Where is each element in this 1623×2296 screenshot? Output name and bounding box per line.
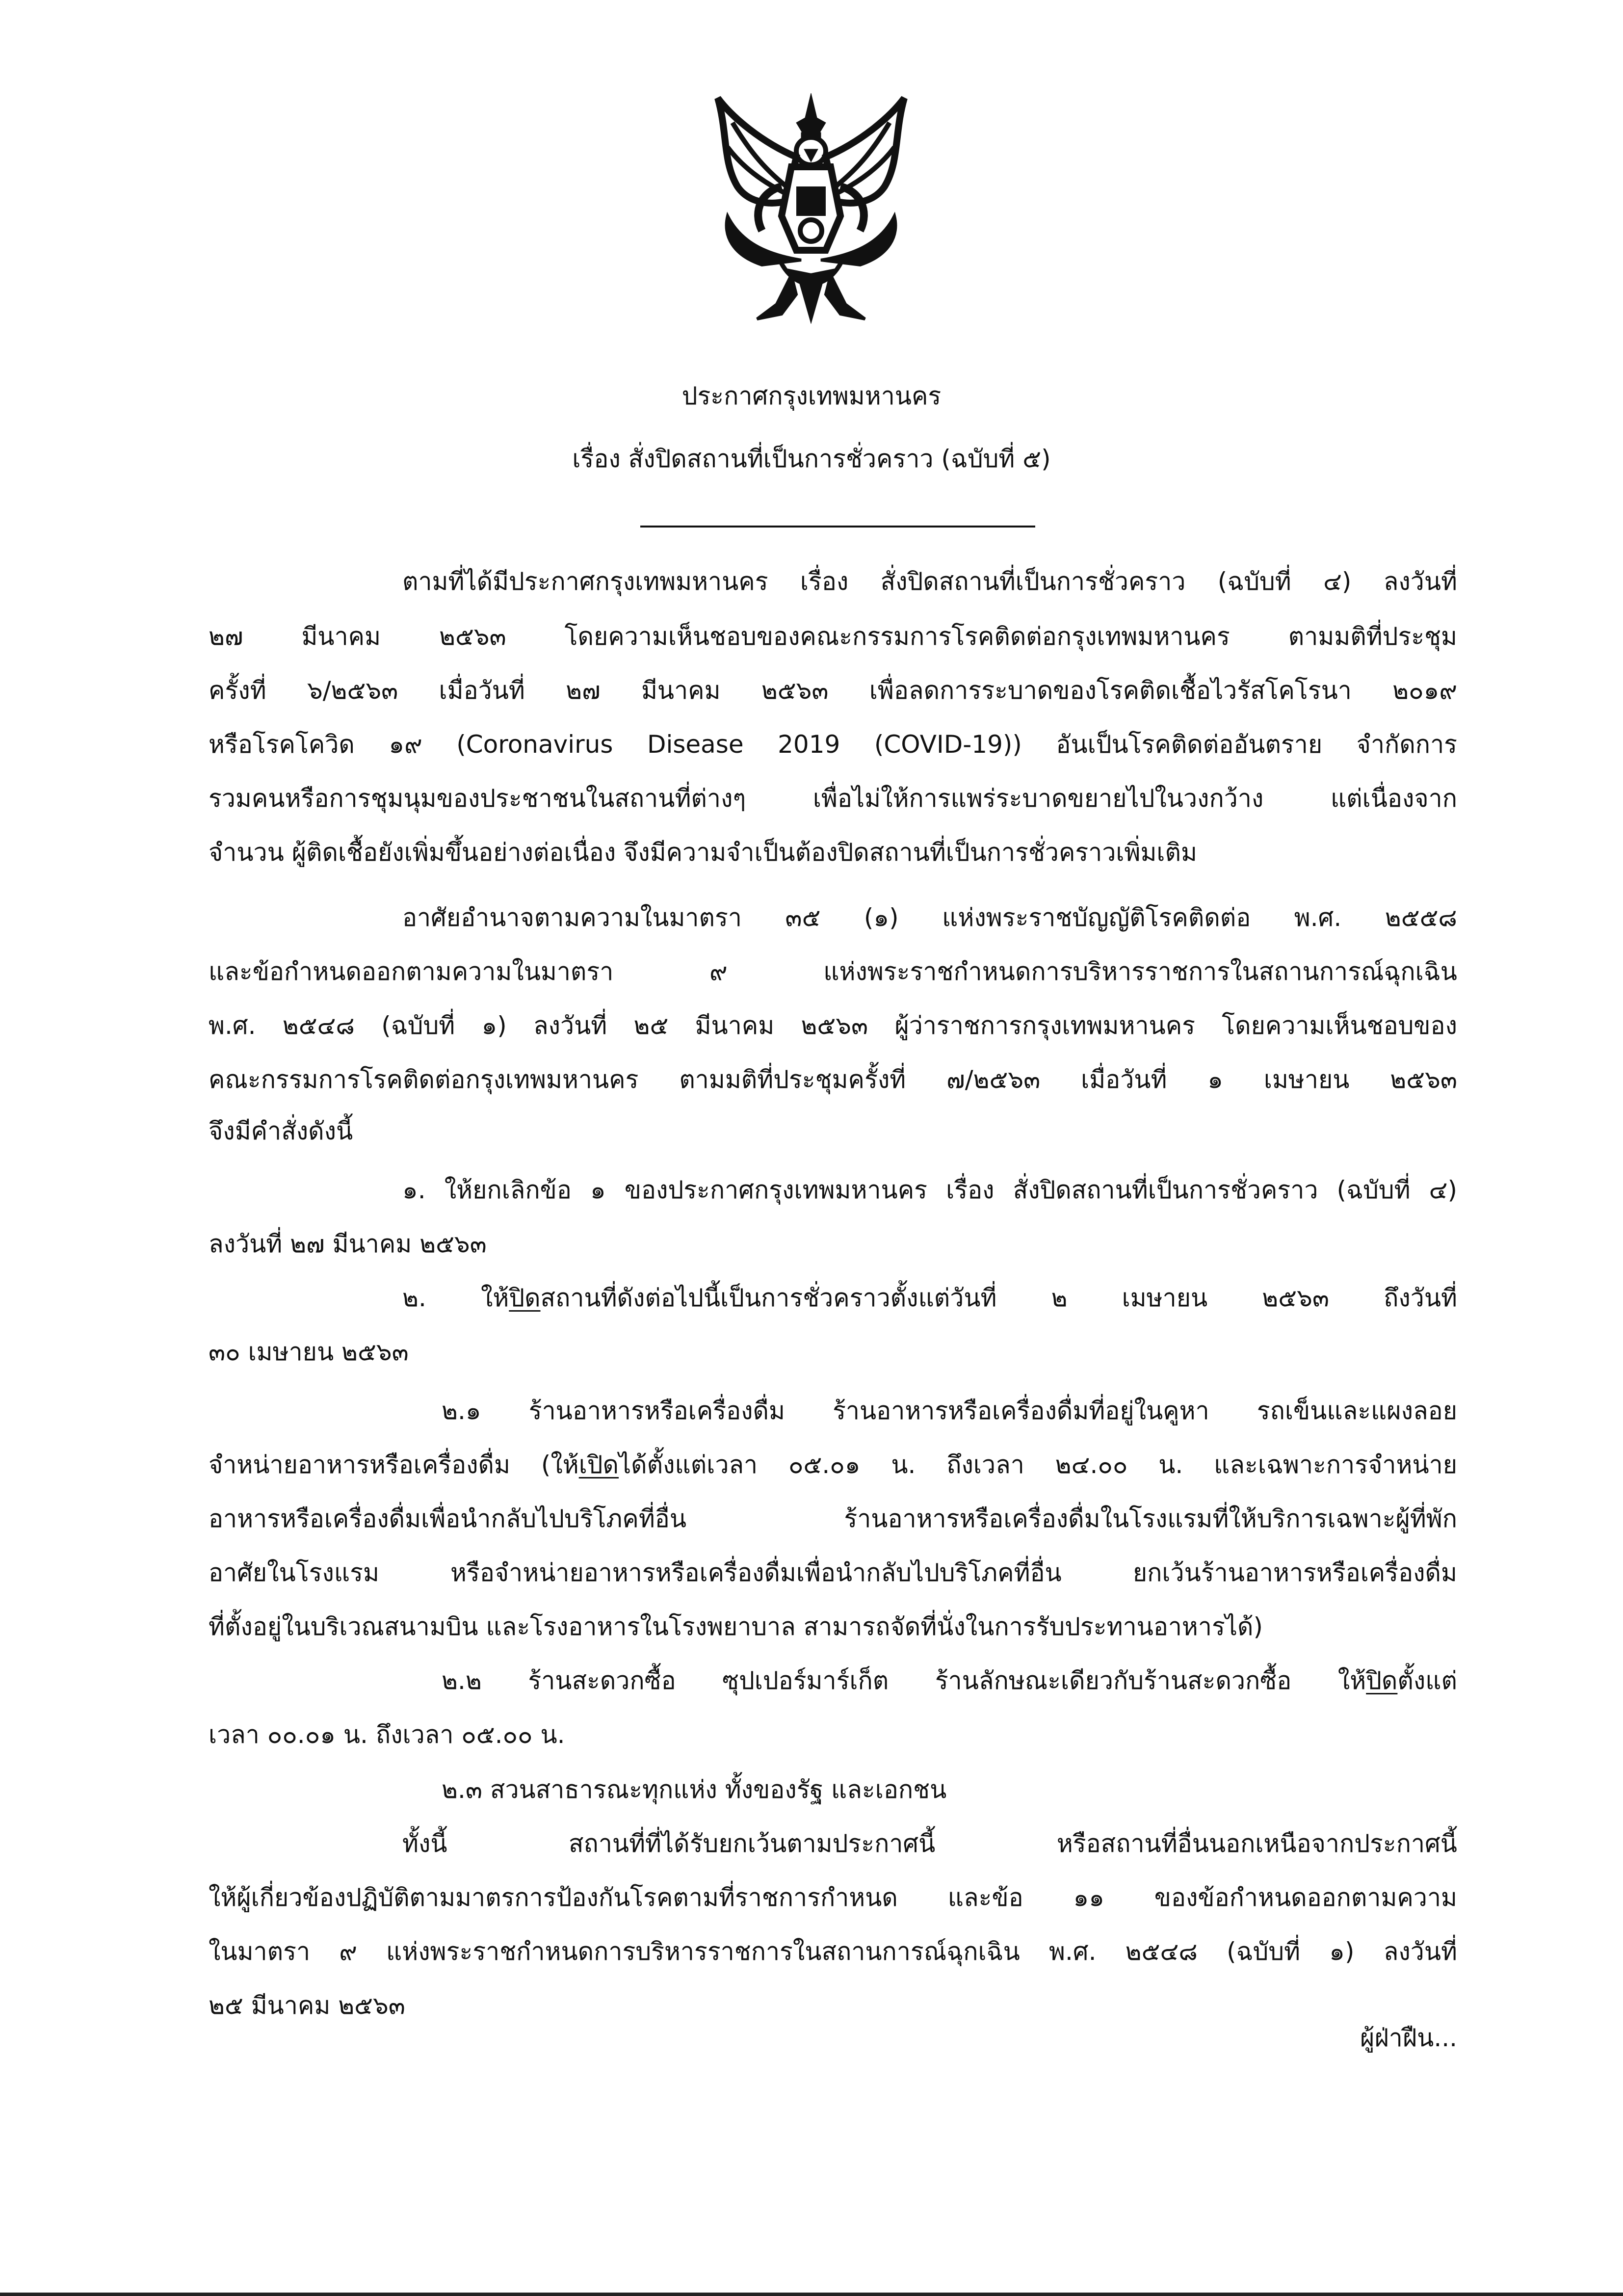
item-2-1-line: ที่ตั้งอยู่ในบริเวณสนามบิน และโรงอาหารในโรงพยาบาล สามารถจัดที่นั่งในการรับประทานอาหารได้) xyxy=(209,1612,1263,1641)
body-line: อาศัยอำนาจตามความในมาตรา ๓๕ (๑) แห่งพระราชบัญญัติโรคติดต่อ พ.ศ. ๒๕๕๘ xyxy=(402,903,1457,932)
body-line: หรือโรคโควิด ๑๙ (Coronavirus Disease 2019 (COVID-19)) อันเป็นโรคติดต่ออันตราย จำกัดการ xyxy=(209,730,1457,759)
body-line: ในมาตรา ๙ แห่งพระราชกำหนดการบริหารราชการในสถานการณ์ฉุกเฉิน พ.ศ. ๒๕๔๘ (ฉบับที่ ๑) ลงวันที่ xyxy=(209,1937,1457,1966)
announcement-subject: เรื่อง สั่งปิดสถานที่เป็นการชั่วคราว (ฉบับที่ ๕) xyxy=(572,445,1051,473)
item-1-line: ๑. ให้ยกเลิกข้อ ๑ ของประกาศกรุงเทพมหานคร เรื่อง สั่งปิดสถานที่เป็นการชั่วคราว (ฉบับที่ ๔) xyxy=(402,1176,1457,1204)
body-line: รวมคนหรือการชุมนุมของประชาชนในสถานที่ต่างๆ เพื่อไม่ให้การแพร่ระบาดขยายไปในวงกว้าง แต่เนื่องจาก xyxy=(209,784,1457,813)
continuation-text: ผู้ฝ่าฝืน... xyxy=(1360,2024,1457,2052)
body-line: ทั้งนี้ สถานที่ที่ได้รับยกเว้นตามประกาศนี้ หรือสถานที่อื่นนอกเหนือจากประกาศนี้ xyxy=(402,1829,1457,1858)
garuda-emblem-icon xyxy=(703,88,919,324)
title-divider xyxy=(640,526,1035,528)
item-2-1-line: อาหารหรือเครื่องดื่มเพื่อนำกลับไปบริโภคที่อื่น ร้านอาหารหรือเครื่องดื่มในโรงแรมที่ให้บริการเฉพาะผู้ที่พัก xyxy=(209,1504,1457,1533)
body-line: ตามที่ได้มีประกาศกรุงเทพมหานคร เรื่อง สั่งปิดสถานที่เป็นการชั่วคราว (ฉบับที่ ๔) ลงวันที่ xyxy=(402,567,1457,596)
item-2-2-line: ๒.๒ ร้านสะดวกซื้อ ซุปเปอร์มาร์เก็ต ร้านลักษณะเดียวกับร้านสะดวกซื้อ ให้ปิดตั้งแต่ xyxy=(442,1666,1457,1695)
body-line: พ.ศ. ๒๕๔๘ (ฉบับที่ ๑) ลงวันที่ ๒๕ มีนาคม ๒๕๖๓ ผู้ว่าราชการกรุงเทพมหานคร โดยความเห็นชอบของ xyxy=(209,1011,1457,1040)
body-line: ๒๗ มีนาคม ๒๕๖๓ โดยความเห็นชอบของคณะกรรมการโรคติดต่อกรุงเทพมหานคร ตามมติที่ประชุม xyxy=(209,622,1457,651)
body-line: จึงมีคำสั่งดังนี้ xyxy=(209,1117,353,1145)
body-line: และข้อกำหนดออกตามความในมาตรา ๙ แห่งพระราชกำหนดการบริหารราชการในสถานการณ์ฉุกเฉิน xyxy=(209,957,1457,986)
body-line: คณะกรรมการโรคติดต่อกรุงเทพมหานคร ตามมติที่ประชุมครั้งที่ ๗/๒๕๖๓ เมื่อวันที่ ๑ เมษายน ๒๕๖๓ xyxy=(209,1065,1457,1094)
body-line: ๒๕ มีนาคม ๒๕๖๓ xyxy=(209,1991,405,2020)
emphasis-open: เปิด xyxy=(578,1451,619,1479)
item-2-line: ๓๐ เมษายน ๒๕๖๓ xyxy=(209,1338,409,1366)
item-1-line: ลงวันที่ ๒๗ มีนาคม ๒๕๖๓ xyxy=(209,1230,487,1258)
body-line: ครั้งที่ ๖/๒๕๖๓ เมื่อวันที่ ๒๗ มีนาคม ๒๕๖๓ เพื่อลดการระบาดของโรคติดเชื้อไวรัสโคโรนา ๒๐๑๙ xyxy=(209,676,1457,705)
item-2-3-line: ๒.๓ สวนสาธารณะทุกแห่ง ทั้งของรัฐ และเอกชน xyxy=(442,1775,947,1804)
item-2-1-line: ๒.๑ ร้านอาหารหรือเครื่องดื่ม ร้านอาหารหรือเครื่องดื่มที่อยู่ในคูหา รถเข็นและแผงลอย xyxy=(442,1397,1457,1425)
emphasis-close: ปิด xyxy=(1366,1666,1398,1695)
body-line: จำนวน ผู้ติดเชื้อยังเพิ่มขึ้นอย่างต่อเนื่อง จึงมีความจำเป็นต้องปิดสถานที่เป็นการชั่วคราวเพิ่มเติม xyxy=(209,838,1197,867)
item-2-1-line: อาศัยในโรงแรม หรือจำหน่ายอาหารหรือเครื่องดื่มเพื่อนำกลับไปบริโภคที่อื่น ยกเว้นร้านอาหารหรือเครื่องดื่ม xyxy=(209,1558,1457,1587)
body-line: ให้ผู้เกี่ยวข้องปฏิบัติตามมาตรการป้องกันโรคตามที่ราชการกำหนด และข้อ ๑๑ ของข้อกำหนดออกตามความ xyxy=(209,1883,1457,1912)
announcement-title: ประกาศกรุงเทพมหานคร xyxy=(681,382,942,410)
item-2-line: ๒. ให้ปิดสถานที่ดังต่อไปนี้เป็นการชั่วคราวตั้งแต่วันที่ ๒ เมษายน ๒๕๖๓ ถึงวันที่ xyxy=(402,1284,1457,1312)
emphasis-close: ปิด xyxy=(509,1284,541,1312)
scan-edge xyxy=(0,2293,1623,2296)
item-2-1-line: จำหน่ายอาหารหรือเครื่องดื่ม (ให้เปิดได้ตั้งแต่เวลา ๐๕.๐๑ น. ถึงเวลา ๒๔.๐๐ น. และเฉพาะการจำหน่าย xyxy=(209,1451,1457,1479)
item-2-2-line: เวลา ๐๐.๐๑ น. ถึงเวลา ๐๕.๐๐ น. xyxy=(209,1720,565,1749)
